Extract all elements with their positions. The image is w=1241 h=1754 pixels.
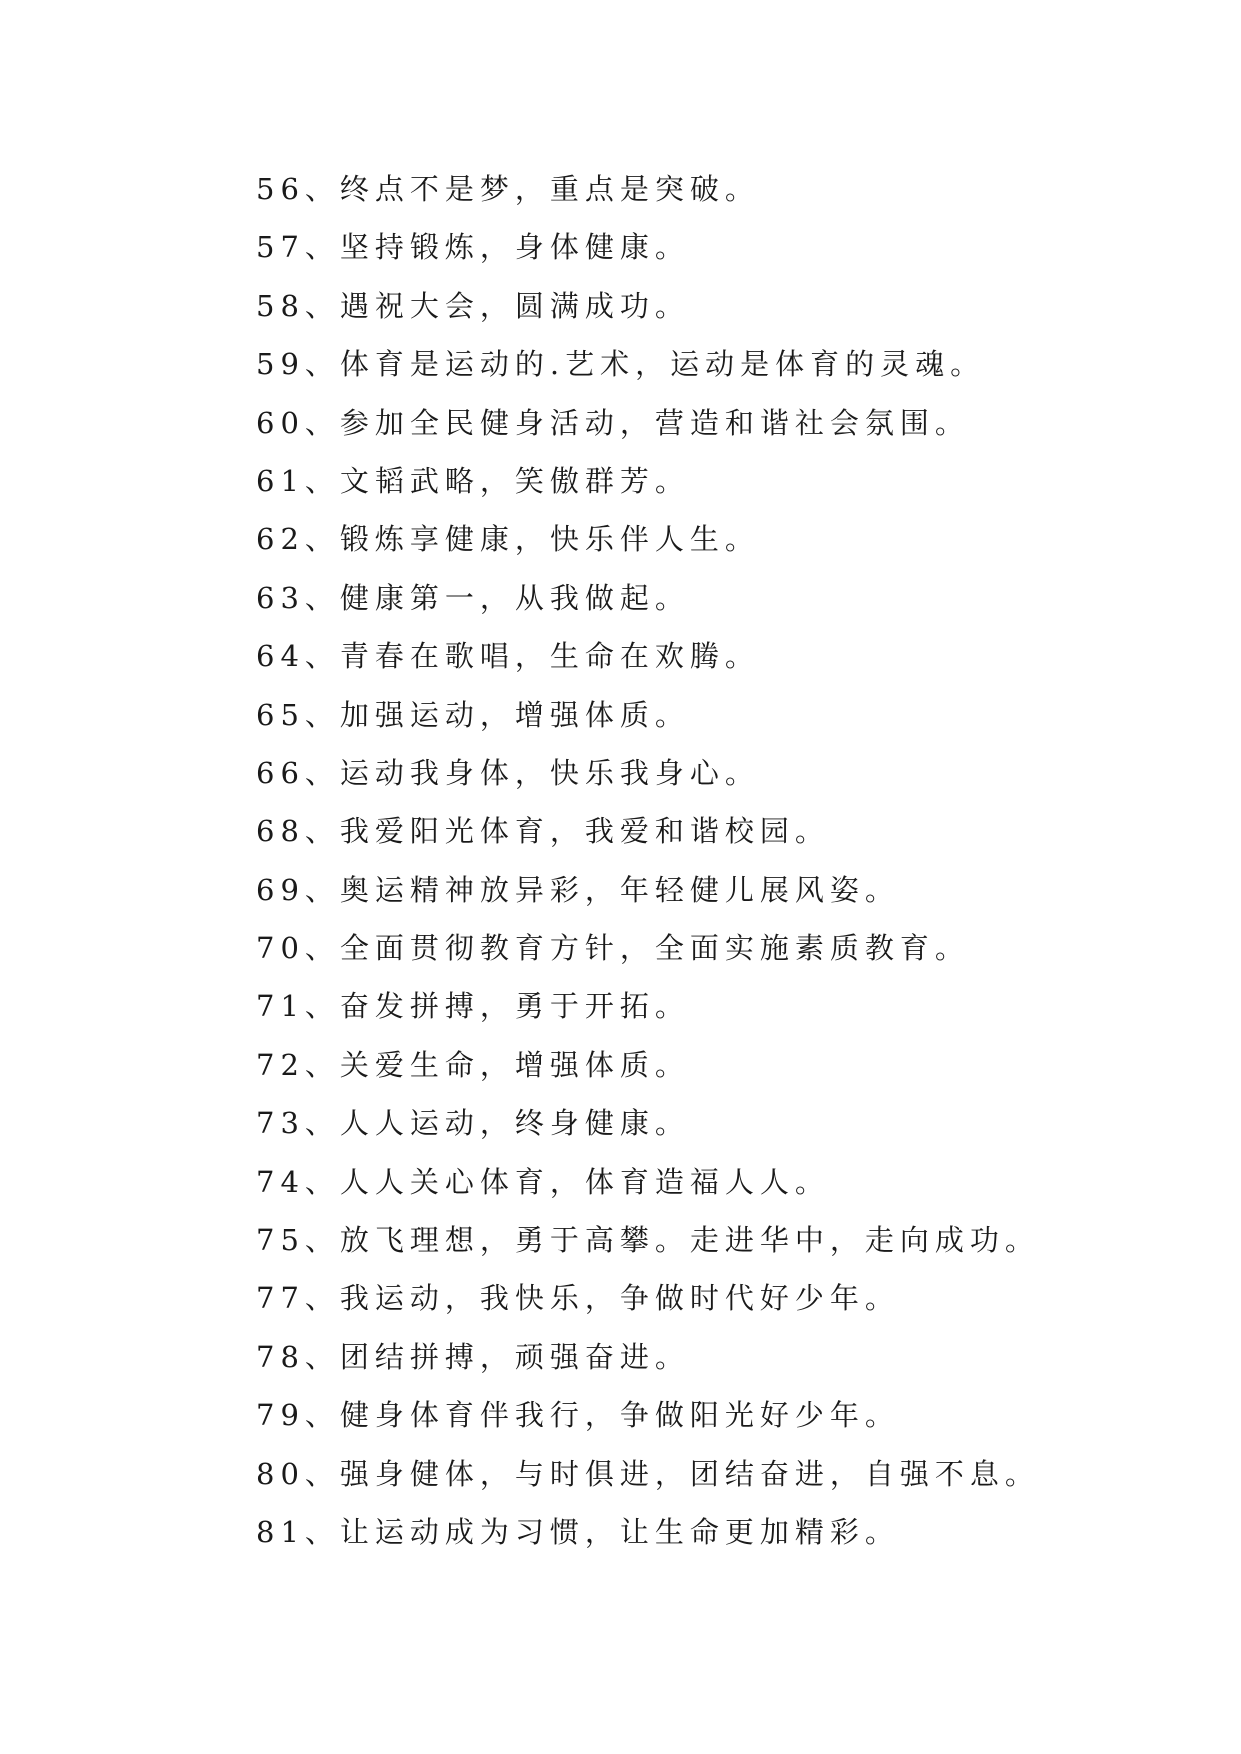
list-item: 63、健康第一，从我做起。 (256, 580, 690, 615)
list-item: 71、奋发拼搏，勇于开拓。 (256, 989, 690, 1024)
list-item: 57、坚持锻炼，身体健康。 (256, 230, 690, 265)
list-item: 74、人人关心体育，体育造福人人。 (256, 1164, 830, 1199)
list-item: 81、让运动成为习惯，让生命更加精彩。 (256, 1514, 900, 1549)
list-item: 79、健身体育伴我行，争做阳光好少年。 (256, 1398, 900, 1433)
list-item: 69、奥运精神放异彩，年轻健儿展风姿。 (256, 872, 900, 907)
slogan-list (256, 160, 1040, 1561)
list-item: 70、全面贯彻教育方针，全面实施素质教育。 (256, 931, 970, 966)
list-item: 59、体育是运动的.艺术，运动是体育的灵魂。 (256, 347, 986, 382)
list-item: 62、锻炼享健康，快乐伴人生。 (256, 522, 760, 557)
list-item: 77、我运动，我快乐，争做时代好少年。 (256, 1281, 900, 1316)
list-item: 61、文韬武略，笑傲群芳。 (256, 463, 690, 498)
list-item: 75、放飞理想，勇于高攀。走进华中，走向成功。 (256, 1223, 1040, 1258)
list-item: 78、团结拼搏，顽强奋进。 (256, 1339, 690, 1374)
list-item: 68、我爱阳光体育，我爱和谐校园。 (256, 814, 830, 849)
list-item: 60、参加全民健身活动，营造和谐社会氛围。 (256, 405, 970, 440)
list-item: 65、加强运动，增强体质。 (256, 697, 690, 732)
list-item: 58、遇祝大会，圆满成功。 (256, 288, 690, 323)
list-item: 80、强身健体，与时俱进，团结奋进，自强不息。 (256, 1456, 1040, 1491)
list-item: 66、运动我身体，快乐我身心。 (256, 755, 760, 790)
list-item: 56、终点不是梦，重点是突破。 (256, 172, 760, 206)
list-item: 73、人人运动，终身健康。 (256, 1106, 690, 1141)
list-item: 64、青春在歌唱，生命在欢腾。 (256, 639, 760, 674)
list-item: 72、关爱生命，增强体质。 (256, 1047, 690, 1082)
